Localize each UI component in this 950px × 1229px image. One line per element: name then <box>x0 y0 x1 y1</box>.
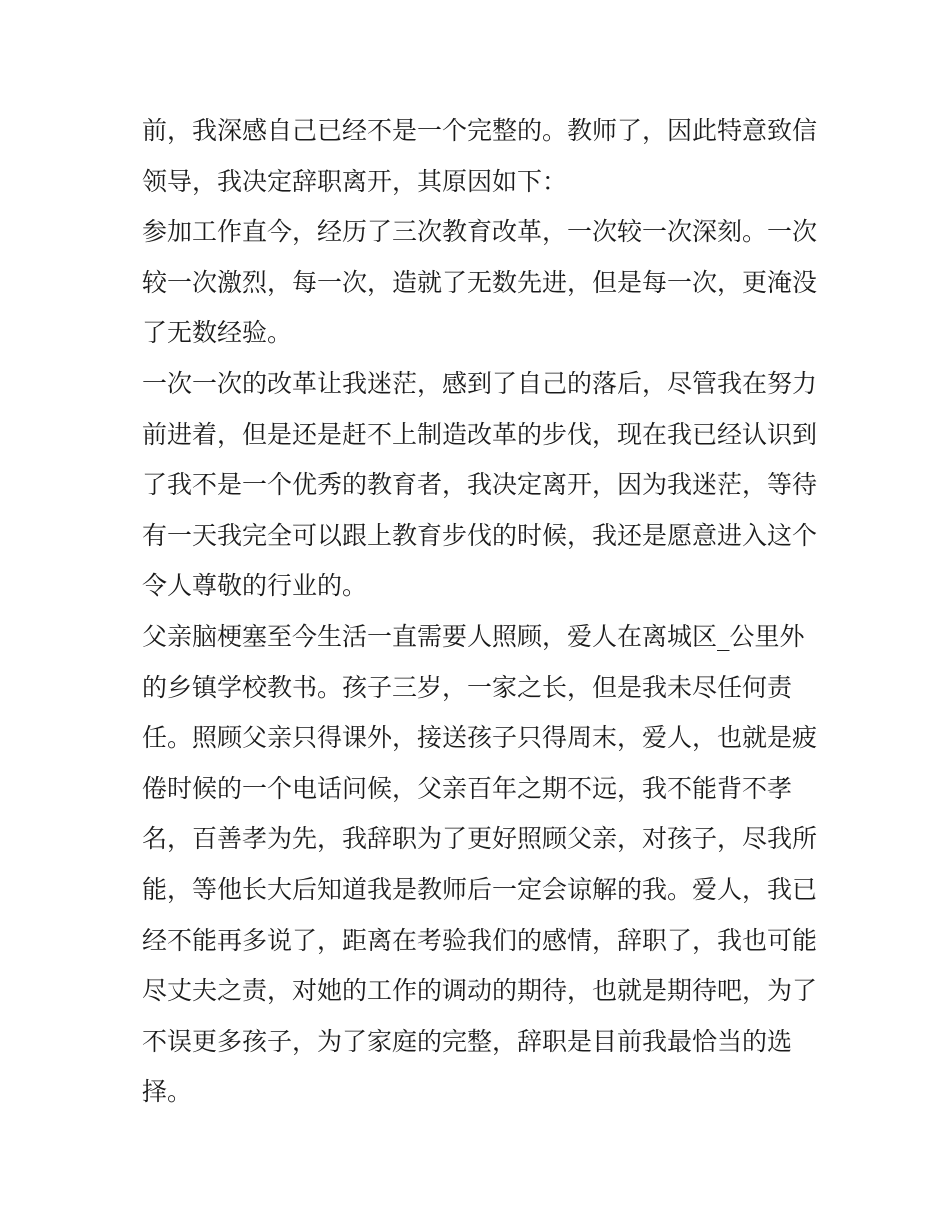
text-line-2: 领导，我决定辞职离开，其原因如下： <box>142 166 568 196</box>
text-line-14: 倦时候的一个电话问候，父亲百年之期不远，我不能背不孝 <box>142 773 793 803</box>
text-line-1: 前，我深感自己已经不是一个完整的。教师了，因此特意致信 <box>142 116 818 145</box>
text-line-6: 一次一次的改革让我迷茫，感到了自己的落后，尽管我在努力 <box>142 368 818 398</box>
text-line-18: 尽丈夫之责，对她的工作的调动的期待，也就是期待吧，为了 <box>142 976 818 1006</box>
text-line-9: 有一天我完全可以跟上教育步伐的时候，我还是愿意进入这个 <box>142 520 818 550</box>
text-line-5: 了无数经验。 <box>142 318 293 348</box>
text-line-17: 经不能再多说了，距离在考验我们的感情，辞职了，我也可能 <box>142 925 818 955</box>
text-line-10: 令人尊敬的行业的。 <box>142 571 368 601</box>
text-line-13: 任。照顾父亲只得课外，接送孩子只得周末，爱人，也就是疲 <box>142 723 818 753</box>
text-line-7: 前进着，但是还是赶不上制造改革的步伐，现在我已经认识到 <box>142 419 818 449</box>
text-line-19: 不误更多孩子，为了家庭的完整，辞职是目前我最恰当的选 <box>142 1026 793 1056</box>
text-line-12: 的乡镇学校教书。孩子三岁，一家之长，但是我未尽任何责 <box>142 672 793 702</box>
text-line-16: 能，等他长大后知道我是教师后一定会谅解的我。爱人，我已 <box>142 874 818 904</box>
text-line-8: 了我不是一个优秀的教育者，我决定离开，因为我迷茫，等待 <box>142 470 818 500</box>
resignation-letter-body <box>142 106 822 1118</box>
text-line-20: 择。 <box>142 1077 193 1107</box>
text-line-3: 参加工作直今，经历了三次教育改革，一次较一次深刻。一次 <box>142 217 818 247</box>
text-line-4: 较一次激烈，每一次，造就了无数先进，但是每一次，更淹没 <box>142 267 818 297</box>
text-line-11: 父亲脑梗塞至今生活一直需要人照顾，爱人在离城区_公里外 <box>142 621 805 651</box>
text-line-15: 名，百善孝为先，我辞职为了更好照顾父亲，对孩子，尽我所 <box>142 824 818 854</box>
